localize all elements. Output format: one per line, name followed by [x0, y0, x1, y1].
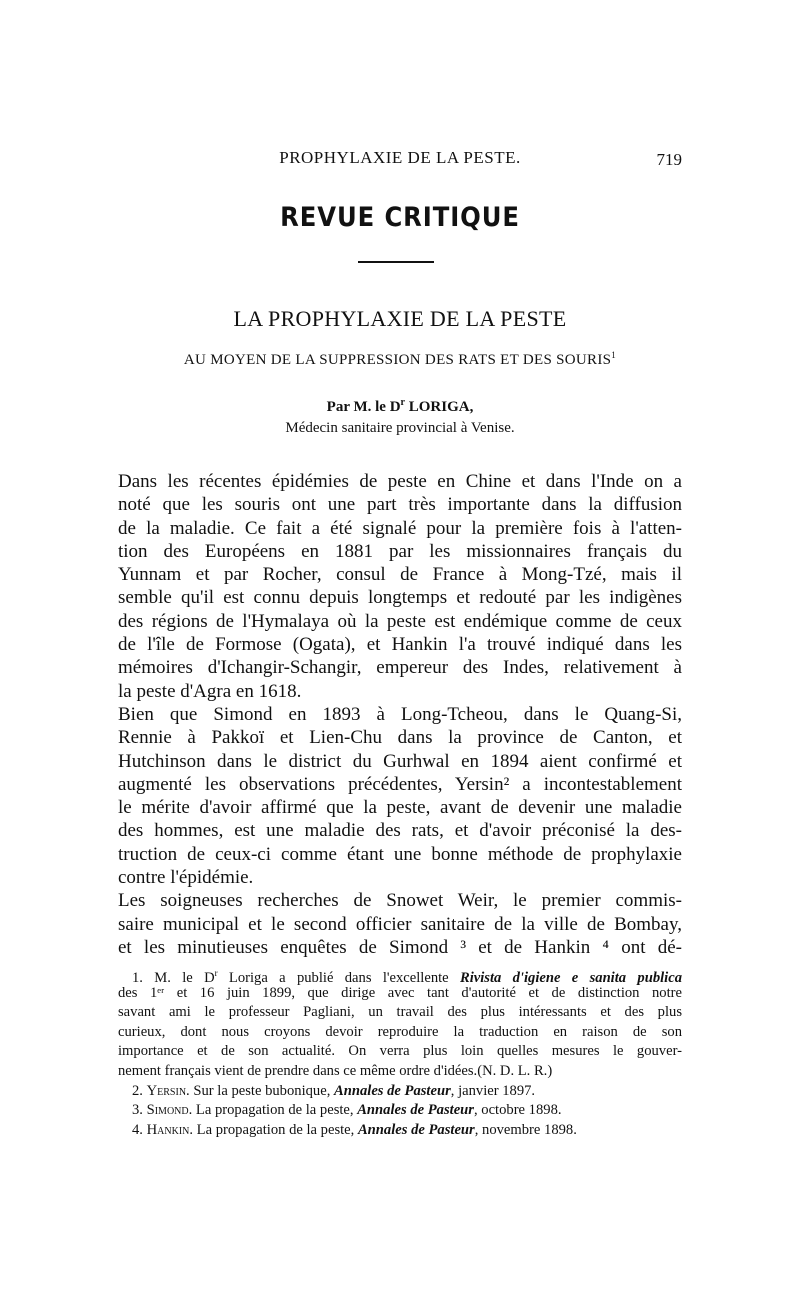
body-line: semble qu'il est connu depuis longtemps et redouté par les indigènes — [118, 587, 682, 609]
footnote-1-line — [118, 964, 682, 984]
body-line: des hommes, est une maladie des rats, et d'avoir préconisé la des- — [118, 820, 682, 842]
footnote-marker: 1 — [611, 350, 617, 360]
article-subtitle — [0, 350, 800, 369]
body-line: et les minutieuses enquêtes de Simond ³ et de Hankin ⁴ ont dé- — [118, 936, 682, 958]
body-line: des régions de l'Hymalaya où la peste est endémique comme de ceux — [118, 610, 682, 632]
footnote-1-line: des 1ᵉʳ et 16 juin 1899, que dirige avec tant d'autorité et de distinction notre — [118, 984, 682, 1001]
author-line — [0, 397, 800, 416]
author-title-sup: r — [400, 397, 405, 408]
body-line: Yunnam et par Rocher, consul de France à Mong-Tzé, mais il — [118, 564, 682, 586]
body-line: Rennie à Pakkoï et Lien-Chu dans la province de Canton, et — [118, 727, 682, 749]
title-rule — [358, 261, 434, 263]
footnote-2-date: , janvier 1897. — [450, 1082, 536, 1099]
footnote-1-journal: Rivista d'igiene e sanita publica — [459, 969, 682, 986]
footnote-2-journal: Annales de Pasteur — [334, 1082, 451, 1099]
body-line: tion des Européens en 1881 par les missionnaires français du — [118, 540, 682, 562]
footnote-1-text: Loriga a publié dans l'excellente — [217, 969, 460, 986]
body-line: noté que les souris ont une part très importante dans la diffusion — [118, 494, 682, 516]
footnotes — [118, 964, 682, 1140]
body-text — [118, 470, 682, 959]
footnote-3-date: , octobre 1898. — [473, 1102, 562, 1119]
footnote-3 — [118, 1101, 682, 1121]
article-title: LA PROPHYLAXIE DE LA PESTE — [233, 306, 567, 331]
section-title: REVUE CRITIQUE — [280, 202, 520, 233]
footnote-4 — [118, 1121, 682, 1141]
article-subtitle-text: AU MOYEN DE LA SUPPRESSION DES RATS ET DES SOURIS — [183, 352, 612, 368]
body-line: saire municipal et le second officier sanitaire de la ville de Bombay, — [118, 913, 682, 935]
page-number: 719 — [656, 150, 682, 169]
footnote-4-text: . La propagation de la peste, — [189, 1121, 358, 1138]
footnote-2 — [118, 1082, 682, 1102]
footnote-3-author: Simond — [146, 1102, 189, 1119]
footnote-1-line: savant ami le professeur Pagliani, un travail des plus intéressants et des plus — [118, 1004, 682, 1021]
body-line: Les soigneuses recherches de Snowet Weir, le premier commis- — [118, 890, 682, 912]
running-head — [118, 148, 682, 172]
footnote-1-line: importance et de son actualité. On verra plus loin quelles mesures le gouver- — [118, 1043, 682, 1060]
body-line: la peste d'Agra en 1618. — [118, 680, 302, 702]
footnote-2-number: 2. — [132, 1082, 143, 1099]
footnote-2-author: Yersin — [146, 1082, 187, 1099]
footnote-3-number: 3. — [132, 1102, 143, 1119]
author-prefix: Par M. le D — [326, 399, 401, 415]
body-line: truction de ceux-ci comme étant une bonne méthode de prophylaxie — [118, 843, 682, 865]
footnote-3-journal: Annales de Pasteur — [357, 1102, 474, 1119]
author-name: LORIGA, — [404, 399, 474, 415]
body-line: Bien que Simond en 1893 à Long-Tcheou, dans le Quang-Si, — [118, 703, 682, 725]
footnote-3-text: . La propagation de la peste, — [188, 1102, 358, 1119]
footnote-4-date: , novembre 1898. — [474, 1121, 577, 1138]
footnote-4-author: Hankin — [146, 1121, 190, 1138]
footnote-4-number: 4. — [132, 1121, 143, 1138]
body-line: mémoires d'Ichangir-Schangir, empereur des Indes, relativement à — [118, 657, 682, 679]
body-line: Hutchinson dans le district du Gurhwal en 1894 aient confirmé et — [118, 750, 682, 772]
body-line: contre l'épidémie. — [118, 867, 254, 889]
footnote-1-line: curieux, dont nous croyons devoir reproduire la traduction en raison de son — [118, 1023, 682, 1040]
body-line: augmenté les observations précédentes, Yersin² a incontestablement — [118, 773, 682, 795]
footnote-4-journal: Annales de Pasteur — [357, 1121, 475, 1138]
running-title: PROPHYLAXIE DE LA PESTE. — [279, 148, 521, 167]
footnote-1-line: nement français vient de prendre dans ce même ordre d'idées.(N. D. L. R.) — [118, 1062, 553, 1079]
footnote-1-sup: r — [214, 968, 218, 978]
author-affiliation: Médecin sanitaire provincial à Venise. — [285, 420, 515, 436]
body-line: de l'île de Formose (Ogata), et Hankin l'a trouvé indiqué dans les — [118, 634, 682, 656]
footnote-2-text: . Sur la peste bubonique, — [186, 1082, 334, 1099]
footnote-1-start: 1. M. le D — [132, 969, 215, 986]
body-line: Dans les récentes épidémies de peste en Chine et dans l'Inde on a — [118, 471, 682, 492]
body-line: de la maladie. Ce fait a été signalé pour la première fois à l'atten- — [118, 517, 682, 539]
body-line: le mérite d'avoir affirmé que la peste, avant de devenir une maladie — [118, 797, 682, 819]
